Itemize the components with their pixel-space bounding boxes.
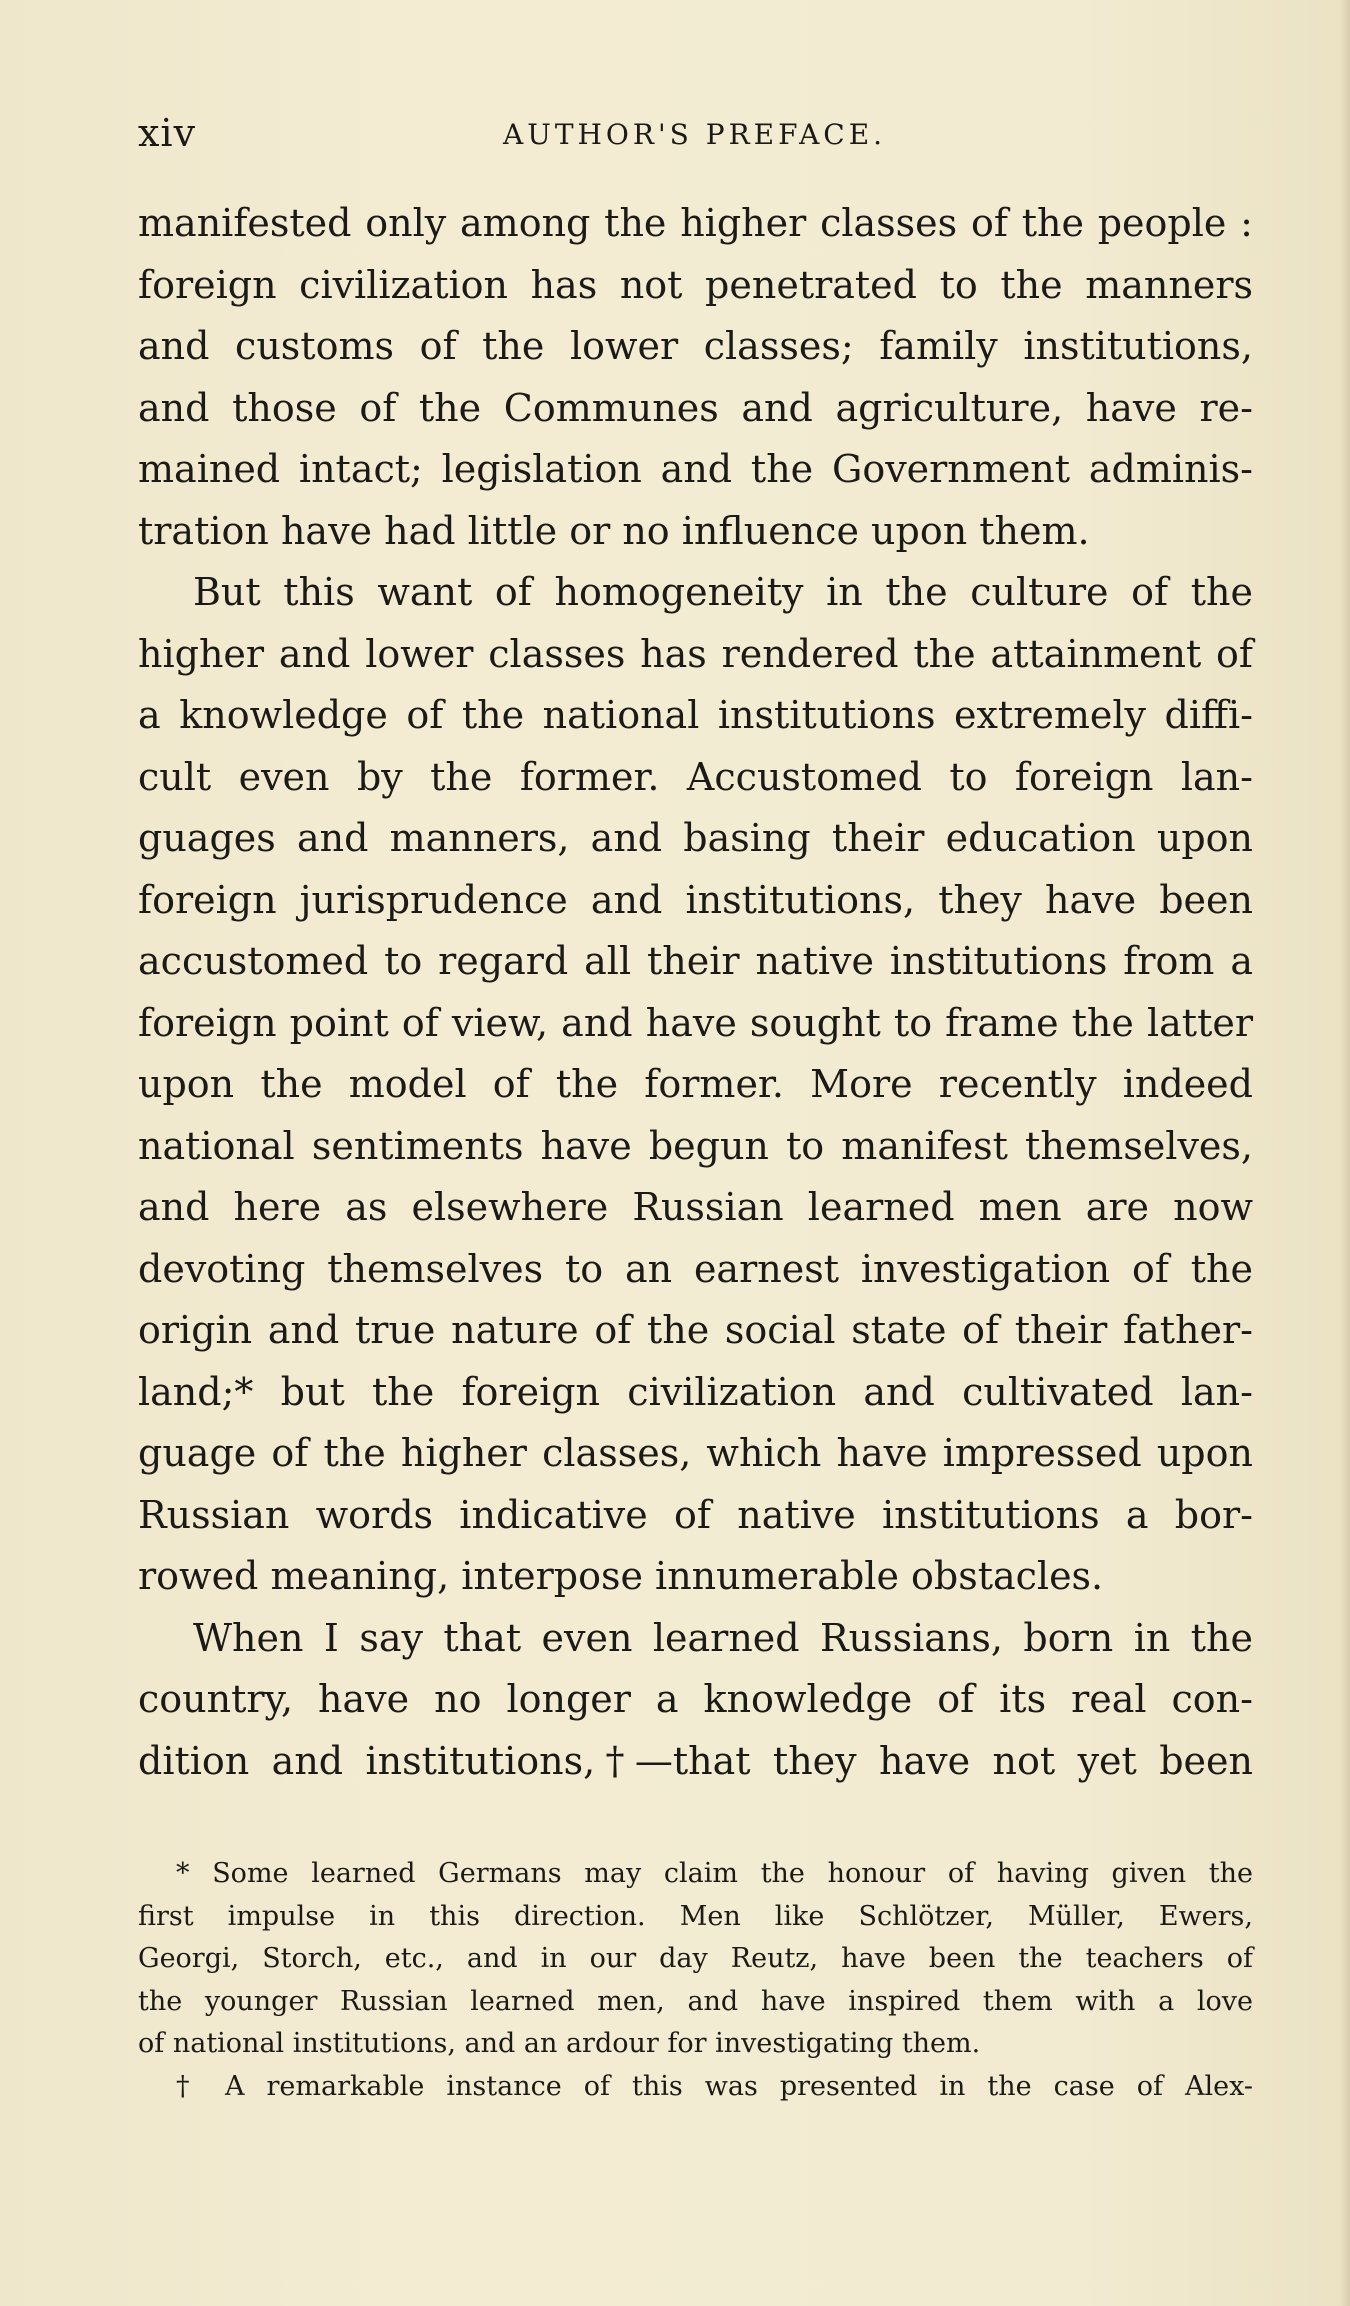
body-line: upon the model of the former. More recently indeed <box>138 1062 1253 1106</box>
body-line: rowed meaning, interpose innumerable obstacles. <box>138 1554 1104 1598</box>
footnotes <box>138 1853 1253 2108</box>
footnote-line: first impulse in this direction. Men like Schlötzer, Müller, Ewers, <box>138 1900 1253 1932</box>
body-line: mained intact; legislation and the Government adminis- <box>138 447 1253 491</box>
body-text <box>138 193 1253 1792</box>
body-line: foreign jurisprudence and institutions, they have been <box>138 877 1253 922</box>
body-line: When I say that even learned Russians, born in the <box>193 1615 1253 1660</box>
body-line: a knowledge of the national institutions extremely diffi- <box>138 693 1253 737</box>
footnote-line: of national institutions, and an ardour for investigating them. <box>138 2028 981 2059</box>
body-line: national sentiments have begun to manifest themselves, <box>138 1123 1253 1168</box>
footnote-line: the younger Russian learned men, and have inspired them with a love <box>138 1985 1253 2017</box>
body-line: higher and lower classes has rendered the attainment of <box>138 631 1253 676</box>
body-line: guage of the higher classes, which have impressed upon <box>138 1431 1253 1475</box>
body-line: dition and institutions,†—that they have not yet been <box>138 1738 1253 1783</box>
footnote-line: † A remarkable instance of this was presented in the case of Alex- <box>176 2070 1253 2102</box>
body-line: manifested only among the higher classes of the people : <box>138 201 1253 245</box>
body-line: But this want of homogeneity in the culture of the <box>193 570 1253 614</box>
page-number: xiv <box>138 111 197 155</box>
body-line: country, have no longer a knowledge of its real con- <box>138 1677 1253 1721</box>
body-line: origin and true nature of the social state of their father- <box>138 1308 1253 1352</box>
running-head: AUTHOR'S PREFACE. <box>503 118 887 151</box>
body-line: Russian words indicative of native institutions a bor- <box>138 1492 1253 1537</box>
body-line: and customs of the lower classes; family institutions, <box>138 324 1253 368</box>
body-line: foreign point of view, and have sought to frame the latter <box>138 1000 1253 1045</box>
page-header <box>138 100 1253 160</box>
body-line: and here as elsewhere Russian learned men are now <box>138 1185 1253 1229</box>
body-line: and those of the Communes and agriculture, have re- <box>138 385 1253 430</box>
body-line: cult even by the former. Accustomed to foreign lan- <box>138 754 1253 799</box>
footnote-line: * Some learned Germans may claim the honour of having given the <box>176 1858 1253 1889</box>
body-line: devoting themselves to an earnest investigation of the <box>138 1246 1253 1291</box>
footnote-line: Georgi, Storch, etc., and in our day Reutz, have been the teachers of <box>138 1943 1253 1974</box>
body-line: foreign civilization has not penetrated to the manners <box>138 262 1253 307</box>
body-line: guages and manners, and basing their education upon <box>138 816 1253 860</box>
body-line: accustomed to regard all their native institutions from a <box>138 939 1253 983</box>
page-edge-shadow <box>1340 0 1350 2306</box>
body-line: tration have had little or no influence upon them. <box>138 508 1090 553</box>
body-line: land;* but the foreign civilization and cultivated lan- <box>138 1369 1253 1414</box>
